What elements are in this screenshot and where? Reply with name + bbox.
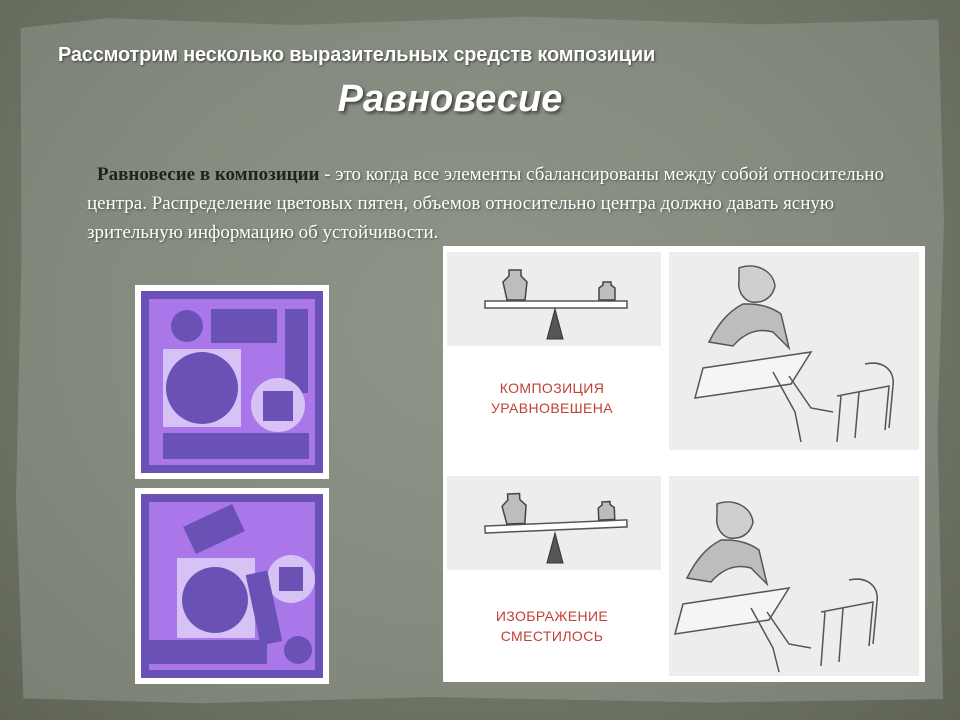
definition-term: Равновесие в композиции xyxy=(97,164,320,185)
balanced-label: КОМПОЗИЦИЯ УРАВНОВЕШЕНА xyxy=(490,380,614,416)
slide-title: Рассмотрим несколько выразительных средств композиции xyxy=(58,44,656,66)
balanced-scale-sketch xyxy=(447,252,661,346)
definition-paragraph xyxy=(87,160,907,247)
seated-figure-shifted-icon xyxy=(669,476,919,676)
shifted-label: ИЗОБРАЖЕНИЕ СМЕСТИЛОСЬ xyxy=(495,608,609,644)
definition-text: - это когда все элементы сбалансированы между собой относительно центра. Распределение цветовых пятен, объемов относительно центра должно давать ясную зрительную информацию об устойчивости. xyxy=(87,164,884,243)
slide-subtitle: Равновесие xyxy=(337,78,563,120)
unbalanced-composition-drawing xyxy=(135,488,329,684)
balanced-composition-drawing xyxy=(135,285,329,479)
shifted-scale-sketch xyxy=(447,476,661,570)
shifted-figure-sketch xyxy=(669,476,919,676)
seated-figure-balanced-icon xyxy=(669,252,919,450)
balanced-scale-icon xyxy=(447,252,661,346)
balanced-composition-figure xyxy=(135,285,329,479)
balanced-figure-sketch xyxy=(669,252,919,450)
unbalanced-composition-figure xyxy=(135,488,329,684)
balance-illustration-panel xyxy=(443,246,925,682)
tilted-scale-icon xyxy=(447,476,661,570)
